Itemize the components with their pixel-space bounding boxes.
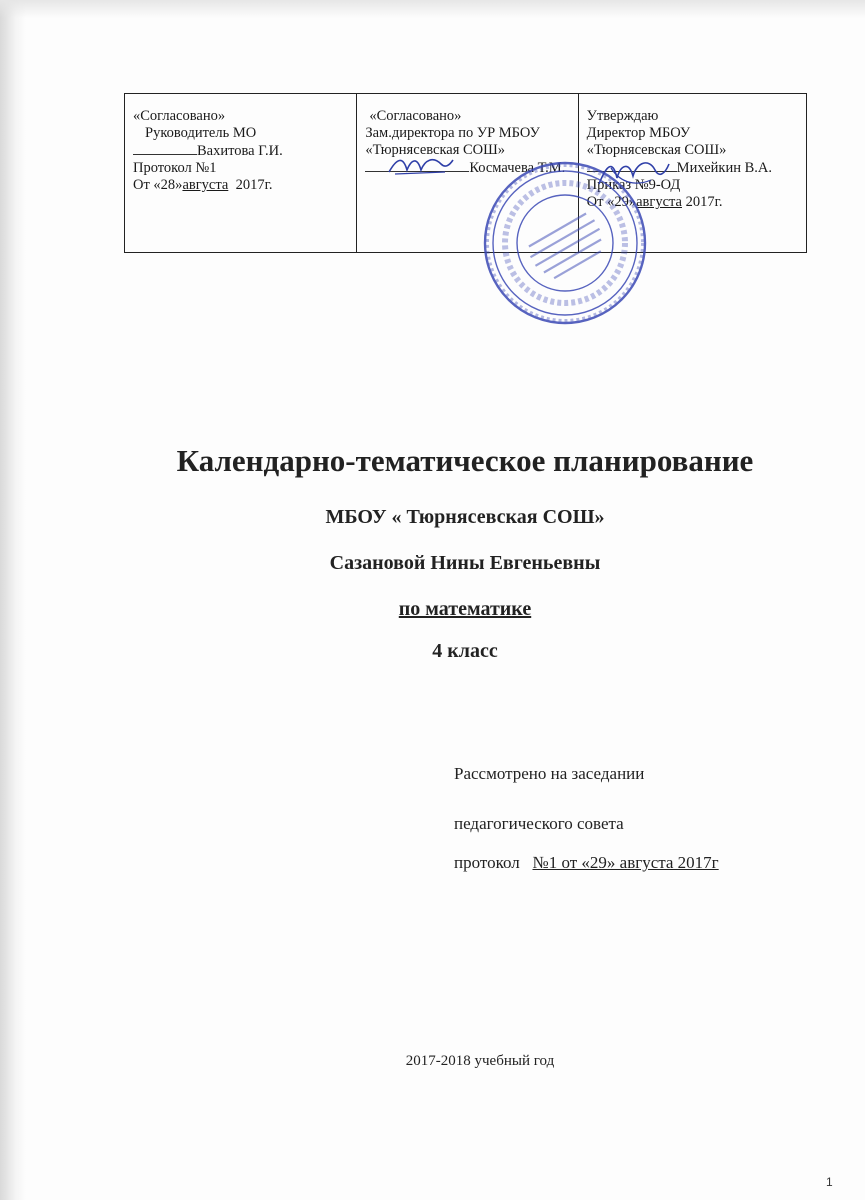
document-title: Календарно-тематическое планирование xyxy=(176,443,754,478)
director-date-month: августа xyxy=(636,194,682,210)
deputy-school: «Тюрнясевская СОШ» xyxy=(365,142,506,158)
approval-table xyxy=(124,93,807,253)
agreed-heading: «Согласовано» xyxy=(133,108,226,124)
review-protocol-number: №1 от «29» августа 2017г xyxy=(532,853,719,872)
mo-date-month: августа xyxy=(182,177,229,193)
review-protocol-label: протокол xyxy=(454,853,520,872)
mo-protocol: Протокол №1 xyxy=(133,160,217,176)
deputy-role: Зам.директора по УР МБОУ xyxy=(365,125,540,141)
teacher-name: Сазановой Нины Евгеньевны xyxy=(329,552,601,574)
review-line-2: педагогического совета xyxy=(454,814,624,833)
approval-cell-mo xyxy=(125,94,356,252)
page-number: 1 xyxy=(826,1175,833,1189)
approved-heading: Утверждаю xyxy=(586,108,659,124)
mo-date xyxy=(133,177,350,194)
scan-top-shadow xyxy=(0,0,865,18)
director-role: Директор МБОУ xyxy=(586,125,691,141)
mo-date-year: 2017г. xyxy=(235,177,273,193)
deputy-name: Космачева Т.М. xyxy=(469,160,566,176)
director-date-day: От «29» xyxy=(586,194,637,210)
mo-name: Вахитова Г.И. xyxy=(197,143,283,159)
review-line-3 xyxy=(454,853,719,873)
deputy-heading: «Согласовано» xyxy=(369,108,462,124)
review-line-1: Рассмотрено на заседании xyxy=(454,764,645,783)
academic-year: 2017-2018 учебный год xyxy=(405,1053,555,1069)
round-stamp-seal xyxy=(480,158,650,328)
grade xyxy=(0,640,865,663)
school-name: МБОУ « Тюрнясевская СОШ» xyxy=(325,506,605,528)
director-name: Михейкин В.А. xyxy=(676,160,772,176)
subject: по математике xyxy=(398,598,532,620)
mo-date-day: От «28» xyxy=(133,177,183,193)
director-order: Приказ №9-ОД xyxy=(586,177,681,193)
grade-label: 4 класс xyxy=(432,640,498,662)
deputy-signature-mark xyxy=(385,152,455,178)
mo-role: Руководитель МО xyxy=(145,125,257,141)
mo-signature-line xyxy=(133,142,350,160)
signature-blank xyxy=(133,142,197,155)
director-date-year: 2017г. xyxy=(685,194,723,210)
director-school: «Тюрнясевская СОШ» xyxy=(586,142,727,158)
